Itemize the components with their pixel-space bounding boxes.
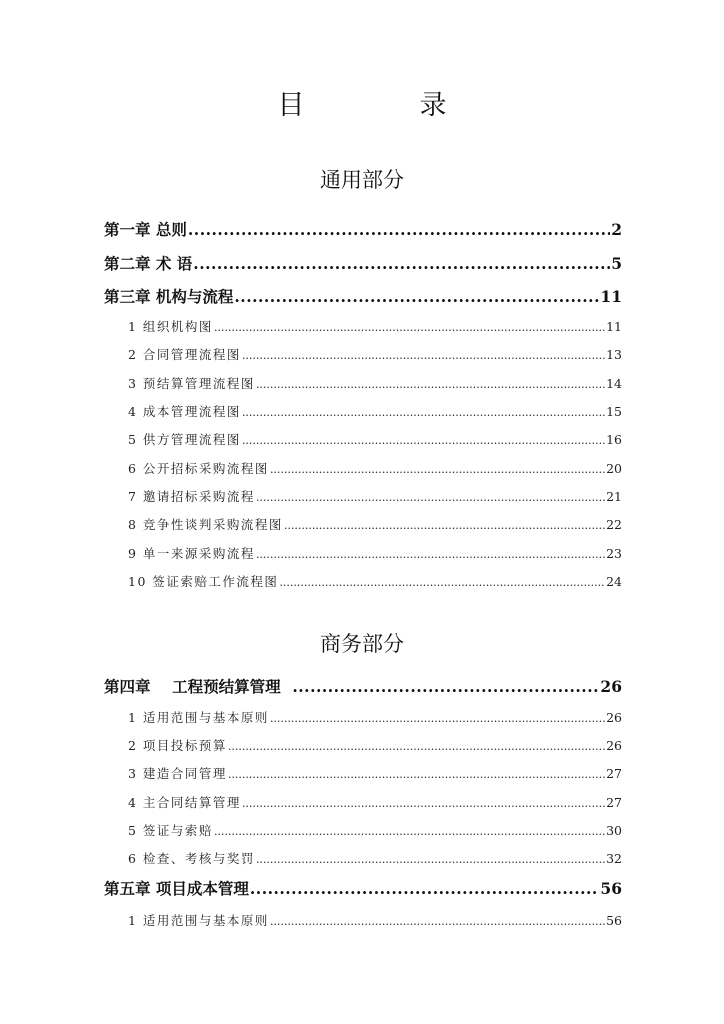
toc-leader-dots	[242, 405, 605, 421]
toc-label: 3 预结算管理流程图	[128, 376, 255, 391]
toc-leader-dots	[284, 518, 605, 534]
toc-item[interactable]	[128, 738, 622, 755]
toc-leader-dots	[242, 796, 605, 812]
toc-item[interactable]	[128, 710, 622, 727]
section-heading-business: 商务部分	[320, 632, 404, 656]
toc-leader-dots	[292, 677, 599, 697]
toc-item[interactable]	[128, 489, 622, 506]
toc-leader-dots	[270, 711, 605, 727]
toc-leader-dots	[228, 767, 605, 783]
toc-leader-dots	[256, 377, 605, 393]
section-heading-general: 通用部分	[320, 168, 404, 192]
toc-label: 2 合同管理流程图	[128, 347, 241, 362]
toc-leader-dots	[214, 320, 605, 336]
toc-page-number: 26	[606, 738, 622, 753]
toc-page-number: 23	[606, 546, 622, 561]
toc-item[interactable]	[128, 432, 622, 449]
toc-label: 第四章 工程预结算管理	[104, 677, 292, 696]
page-title: 目 录	[277, 90, 491, 121]
toc-page-number: 30	[606, 823, 622, 838]
toc-label: 5 签证与索赔	[128, 823, 213, 838]
toc-item[interactable]	[128, 461, 622, 478]
toc-label: 9 单一来源采购流程	[128, 546, 255, 561]
toc-label: 6 检查、考核与奖罚	[128, 851, 255, 866]
toc-page-number: 11	[606, 319, 622, 334]
toc-page-number: 22	[606, 517, 622, 532]
toc-page-number: 11	[600, 287, 622, 306]
toc-label: 7 邀请招标采购流程	[128, 489, 255, 504]
toc-label: 1 适用范围与基本原则	[128, 710, 269, 725]
toc-page-number: 27	[606, 766, 622, 781]
toc-label: 10 签证索赔工作流程图	[128, 574, 279, 589]
toc-label: 8 竞争性谈判采购流程图	[128, 517, 283, 532]
toc-leader-dots	[242, 348, 605, 364]
toc-label: 3 建造合同管理	[128, 766, 227, 781]
toc-item[interactable]	[128, 574, 622, 591]
toc-page-number: 5	[611, 254, 622, 273]
toc-chapter-1[interactable]	[104, 220, 622, 240]
toc-item[interactable]	[128, 823, 622, 840]
toc-leader-dots	[193, 254, 610, 274]
toc-item[interactable]	[128, 851, 622, 868]
toc-page-number: 16	[606, 432, 622, 447]
toc-item[interactable]	[128, 795, 622, 812]
toc-leader-dots	[242, 433, 605, 449]
toc-page-number: 32	[606, 851, 622, 866]
toc-item[interactable]	[128, 913, 622, 930]
toc-leader-dots	[250, 879, 600, 899]
toc-page-number: 26	[606, 710, 622, 725]
toc-page-number: 2	[611, 220, 622, 239]
toc-leader-dots	[234, 287, 599, 307]
toc-leader-dots	[214, 824, 605, 840]
toc-label: 6 公开招标采购流程图	[128, 461, 269, 476]
toc-item[interactable]	[128, 546, 622, 563]
toc-leader-dots	[270, 914, 605, 930]
toc-label: 4 成本管理流程图	[128, 404, 241, 419]
toc-label: 4 主合同结算管理	[128, 795, 241, 810]
toc-leader-dots	[228, 739, 605, 755]
toc-label: 5 供方管理流程图	[128, 432, 241, 447]
toc-label: 第五章 项目成本管理	[104, 879, 249, 898]
toc-item[interactable]	[128, 376, 622, 393]
toc-label: 1 适用范围与基本原则	[128, 913, 269, 928]
toc-page-number: 14	[606, 376, 622, 391]
toc-chapter-5[interactable]	[104, 879, 622, 899]
toc-item[interactable]	[128, 766, 622, 783]
toc-page-number: 20	[606, 461, 622, 476]
toc-leader-dots	[279, 575, 605, 591]
toc-page-number: 15	[606, 404, 622, 419]
toc-label: 第二章 术 语	[104, 254, 193, 273]
toc-chapter-3[interactable]	[104, 287, 622, 307]
toc-page-number: 56	[606, 913, 622, 928]
toc-chapter-2[interactable]	[104, 254, 622, 274]
toc-item[interactable]	[128, 404, 622, 421]
toc-leader-dots	[256, 547, 605, 563]
toc-item[interactable]	[128, 319, 622, 336]
toc-page-number: 24	[606, 574, 622, 589]
toc-item[interactable]	[128, 517, 622, 534]
toc-leader-dots	[188, 220, 610, 240]
toc-page-number: 13	[606, 347, 622, 362]
toc-item[interactable]	[128, 347, 622, 364]
toc-label: 第一章 总则	[104, 220, 187, 239]
toc-page-number: 27	[606, 795, 622, 810]
toc-page-number: 56	[600, 879, 622, 898]
toc-page-number: 21	[606, 489, 622, 504]
toc-chapter-4[interactable]	[104, 677, 622, 697]
toc-leader-dots	[270, 462, 605, 478]
toc-leader-dots	[256, 490, 605, 506]
toc-label: 1 组织机构图	[128, 319, 213, 334]
toc-leader-dots	[256, 852, 605, 868]
toc-label: 第三章 机构与流程	[104, 287, 234, 306]
toc-label: 2 项目投标预算	[128, 738, 227, 753]
toc-page-number: 26	[600, 677, 622, 696]
